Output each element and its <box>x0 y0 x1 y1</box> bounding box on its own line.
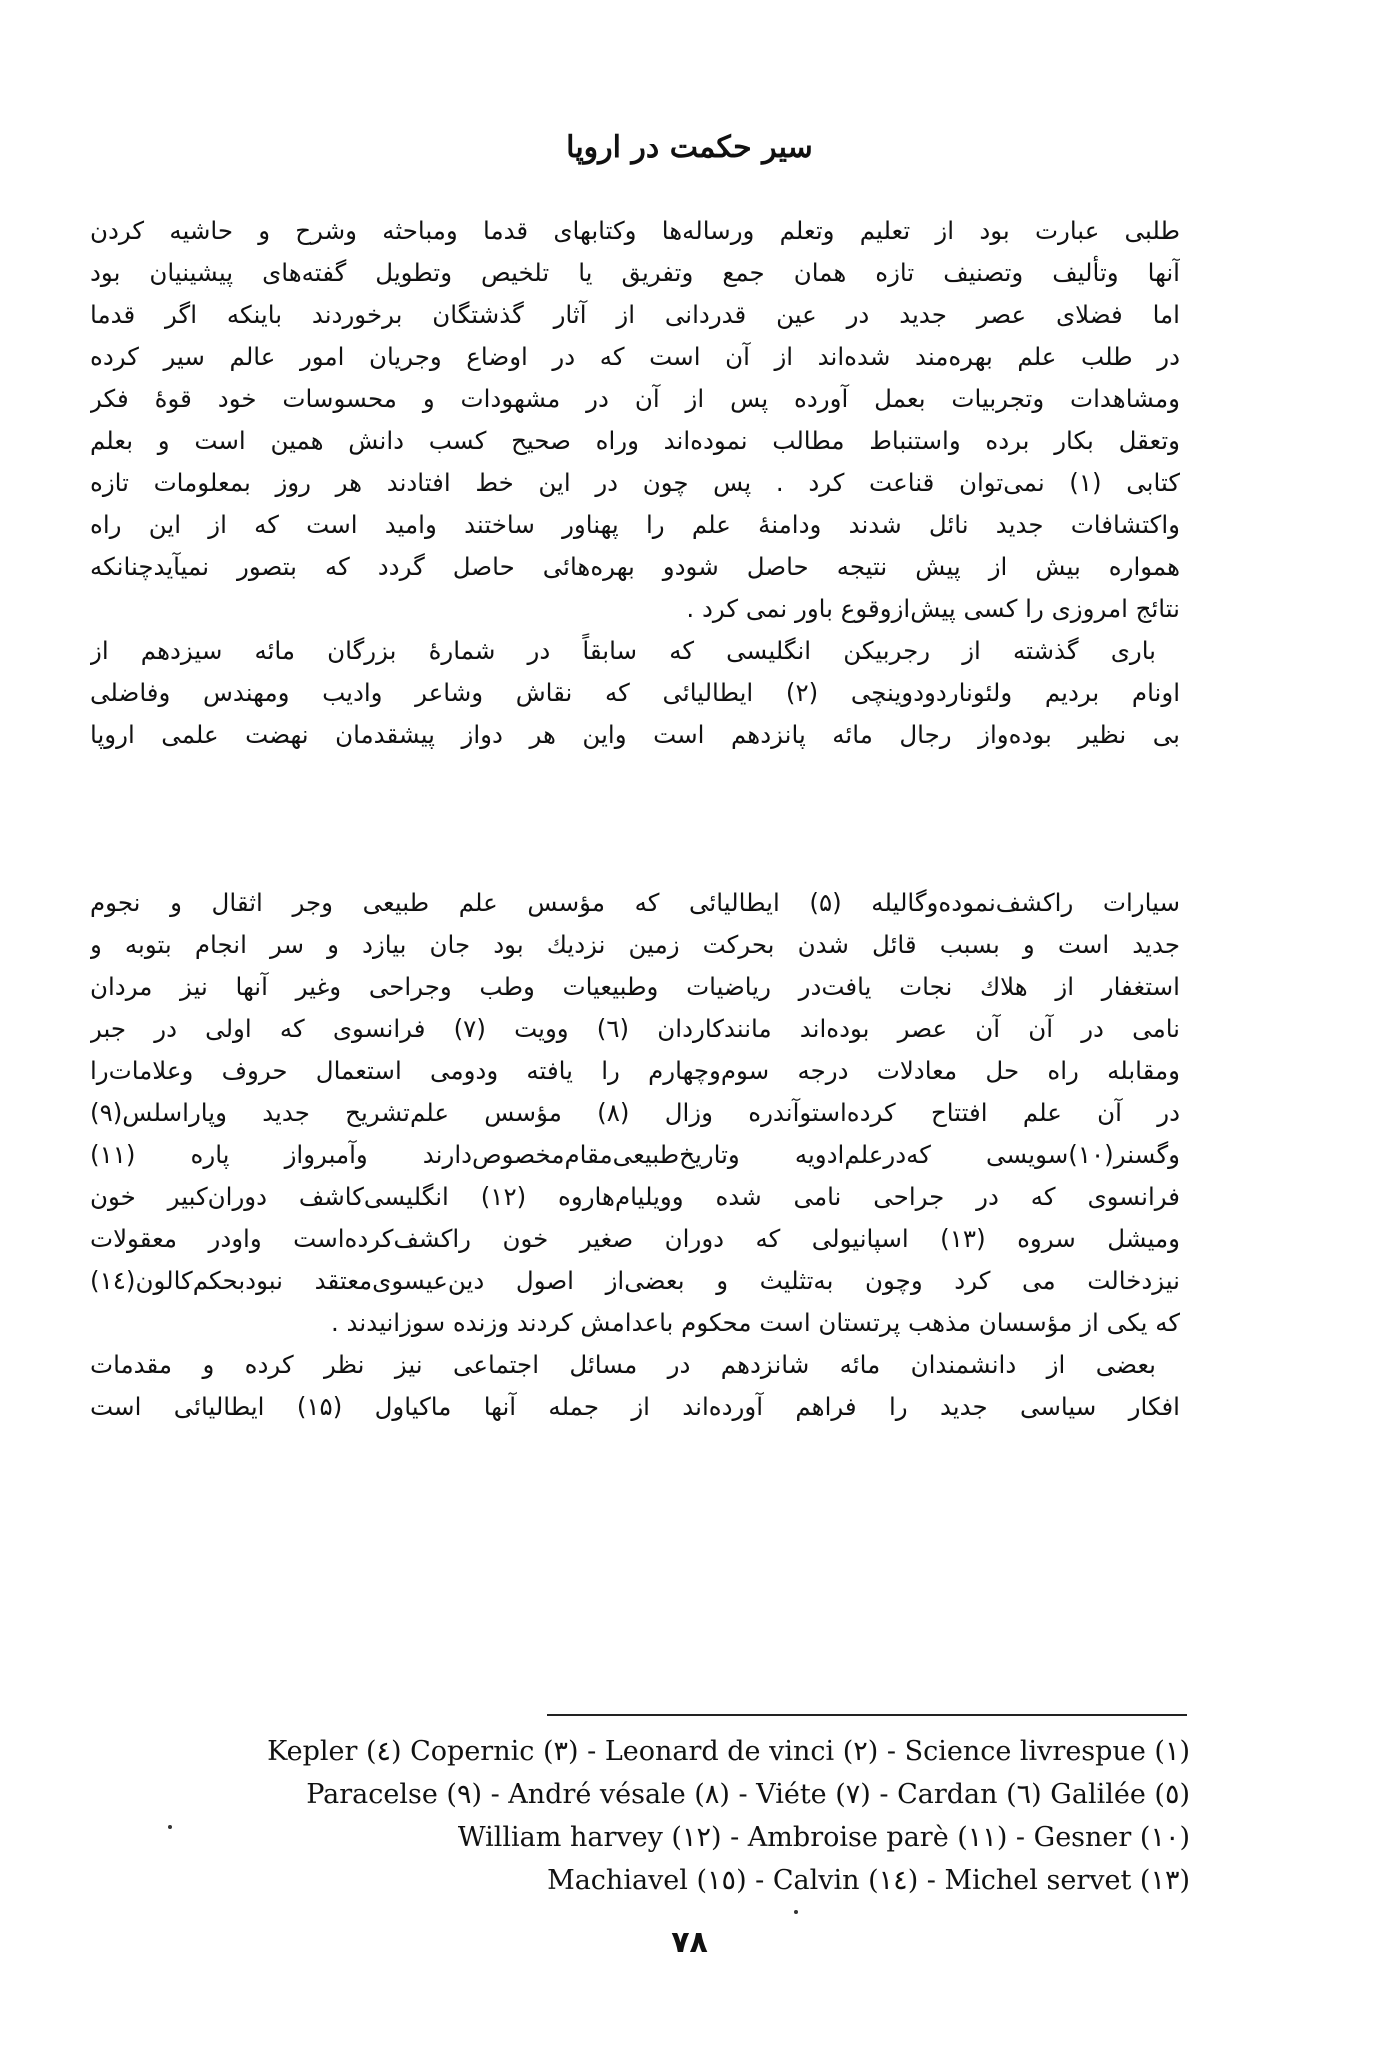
scan-speck <box>794 1910 798 1914</box>
text-line: افکار سیاسی جدید را فراهم آورده‌اند از جمله آنها ماکیاول (۱۵) ایطالیائی است <box>90 1392 1180 1421</box>
text-line <box>400 756 1180 798</box>
text-line: واکتشافات جدید نائل شدند ودامنهٔ علم را پهناور ساختند وامید است که از این راه <box>90 510 1180 539</box>
text-line: طلبی عبارت بود از تعلیم وتعلم ورساله‌ها وکتابهای قدما ومباحثه وشرح و حاشیه کردن <box>90 216 1180 245</box>
text-line: نتائج امروزی را کسی پیش‌ازوقوع باور نمی کرد . <box>686 594 1180 623</box>
running-header: سیر حکمت در اروپا <box>566 130 813 165</box>
body-text <box>90 210 1180 1428</box>
text-line: بعضی از دانشمندان مائه شانزدهم در مسائل اجتماعی نیز نظر کرده و مقدمات <box>90 1350 1156 1379</box>
text-line: نیزدخالت می کرد وچون به‌تثلیث و بعضی‌از اصول دین‌عیسوی‌معتقد نبودبحکم‌کالون(۱٤) <box>90 1266 1180 1295</box>
text-line: همواره بیش از پیش نتیجه حاصل شودو بهره‌هائی حاصل گردد که بتصور نمیآیدچنانکه <box>90 552 1180 581</box>
text-line: استغفار از هلاك نجات یافت‌در ریاضیات وطبیعیات وطب وجراحی وغیر آنها نیز مردان <box>90 972 1180 1001</box>
text-line: وتعقل بکار برده واستنباط مطالب نموده‌اند وراه صحیح کسب دانش همین است و بعلم <box>90 426 1180 455</box>
text-line: اما فضلای عصر جدید در عین قدردانی از آثار گذشتگان برخوردند باینکه اگر قدما <box>90 300 1180 329</box>
text-line: در آن علم افتتاح کرده‌استوآندره وزال (۸) مؤسس علم‌تشریح جدید وپاراسلس(۹) <box>90 1098 1180 1127</box>
text-line: سیارات راکشف‌نموده‌وگالیله (۵) ایطالیائی که مؤسس علم طبیعی وجر اثقال و نجوم <box>90 888 1180 917</box>
text-line: که یکی از مؤسسان مذهب پرتستان است محکوم باعدامش کردند وزنده سوزانیدند . <box>330 1308 1180 1337</box>
footnote-line: Paracelse (٩) - André vésale (٨) - Viéte (٧) - Cardan (٦) Galilée (٥) <box>306 1779 1190 1810</box>
footnotes <box>60 1730 1190 1902</box>
text-line: ومقابله راه حل معادلات درجه سوم‌وچهارم را یافته ودومی استعمال حروف وعلامات‌را <box>90 1056 1180 1085</box>
side-lines <box>400 756 1180 882</box>
page-number: ۷۸ <box>671 1925 708 1960</box>
text-line: جدید است و بسبب قائل شدن بحرکت زمین نزدیك بود جان بیازد و سر انجام بتوبه و <box>90 930 1180 959</box>
text-line: ومیشل سروه (۱۳) اسپانیولی که دوران صغیر خون راکشف‌کرده‌است واودر معقولات <box>90 1224 1180 1253</box>
text-line: ومشاهدات وتجربیات بعمل آورده پس از آن در مشهودات و محسوسات خود قوهٔ فکر <box>90 384 1180 413</box>
footnote-line: Kepler (٤) Copernic (٣) - Leonard de vinci (٢) - Science livrespue (١) <box>267 1736 1190 1767</box>
text-line: کتابی (۱) نمی‌توان قناعت کرد . پس چون در این خط افتادند هر روز بمعلومات تازه <box>90 468 1180 497</box>
side-heading-block <box>90 756 1180 882</box>
text-line: آنها وتألیف وتصنیف تازه همان جمع وتفریق یا تلخیص وتطویل گفته‌های پیشینیان بود <box>90 258 1180 287</box>
scan-speck <box>168 1825 172 1829</box>
text-line: نامی در آن آن عصر بوده‌اند مانندکاردان (٦) وویت (۷) فرانسوی که اولی در جبر <box>90 1014 1180 1043</box>
text-line: اونام بردیم ولئوناردودوینچی (۲) ایطالیائی که نقاش وشاعر وادیب ومهندس وفاضلی <box>90 678 1180 707</box>
text-line <box>400 840 1180 882</box>
text-line: فرانسوی که در جراحی نامی شده وویلیام‌هاروه (۱۲) انگلیسی‌کاشف دوران‌کبیر خون <box>90 1182 1180 1211</box>
footnote-line: William harvey (١٢) - Ambroise parè (١١) - Gesner (١٠) <box>457 1822 1190 1853</box>
text-line: باری گذشته از رجربیکن انگلیسی که سابقاً در شمارهٔ بزرگان مائه سیزدهم از <box>90 636 1156 665</box>
text-line: در طلب علم بهره‌مند شده‌اند از آن است که در اوضاع وجریان امور عالم سیر کرده <box>90 342 1180 371</box>
text-line: بی نظیر بوده‌واز رجال مائه پانزدهم است واین هر دواز پیشقدمان نهضت علمی اروپا <box>90 720 1180 749</box>
footnote-divider <box>547 1714 1187 1716</box>
footnote-line: Machiavel (١٥) - Calvin (١٤) - Michel servet (١٣) <box>547 1865 1190 1896</box>
text-line: وگسنر(۱۰)سویسی که‌درعلم‌ادویه وتاریخ‌طبیعی‌مقام‌مخصوص‌دارند وآمبرواز پاره (۱۱) <box>90 1140 1180 1169</box>
text-line <box>400 798 1180 840</box>
